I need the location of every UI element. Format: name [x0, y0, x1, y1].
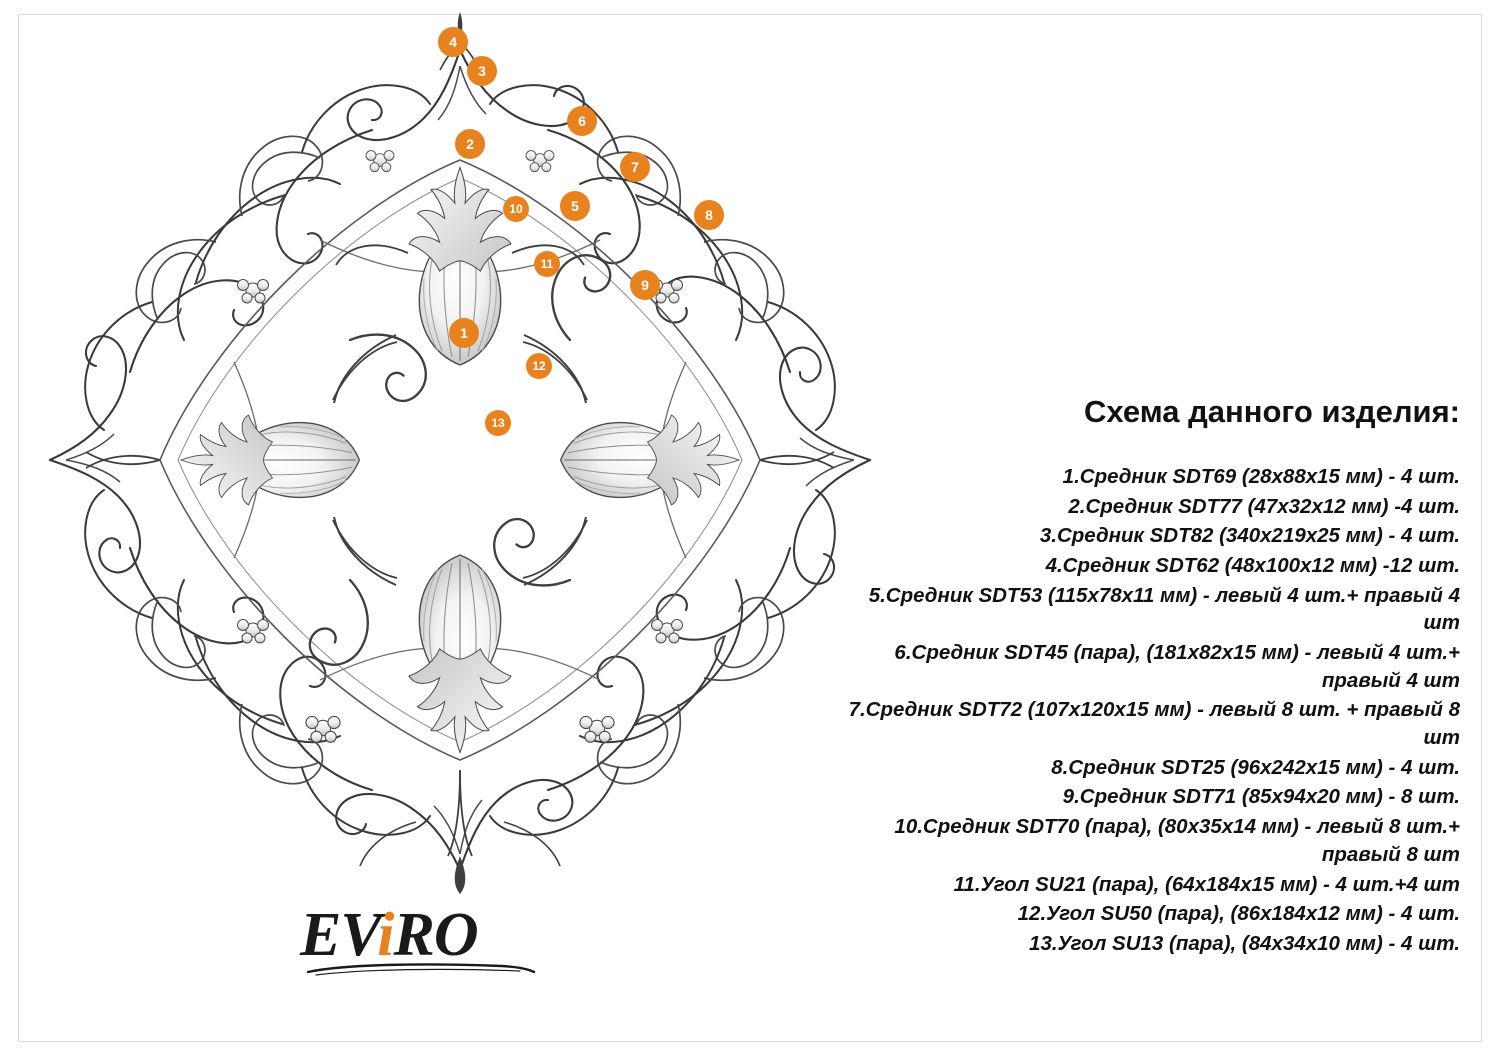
marker-2[interactable]: 2	[455, 129, 485, 159]
logo-swash-icon	[306, 962, 536, 976]
marker-11[interactable]: 11	[534, 251, 560, 277]
list-item: 9.Средник SDT71 (85х94х20 мм) - 8 шт.	[1062, 785, 1460, 809]
list-item: 13.Угол SU13 (пара), (84х34х10 мм) - 4 шт.	[1029, 931, 1460, 955]
parts-list-panel	[830, 395, 1460, 960]
list-item: 5.Средник SDT53 (115х78х11 мм) - левый 4 шт.+ правый 4 шт	[868, 583, 1460, 635]
list-item: 10.Средник SDT70 (пара), (80х35х14 мм) - левый 8 шт.+ правый 8 шт	[894, 815, 1460, 866]
marker-4[interactable]: 4	[438, 27, 468, 57]
marker-6[interactable]: 6	[567, 106, 597, 136]
marker-7[interactable]: 7	[620, 152, 650, 182]
brand-logo-ev: EV	[300, 901, 378, 969]
marker-5[interactable]: 5	[560, 191, 590, 221]
parts-list	[830, 463, 1460, 957]
brand-logo	[300, 900, 560, 980]
list-item: 6.Средник SDT45 (пара), (181х82х15 мм) - левый 4 шт.+ правый 4 шт	[894, 641, 1460, 692]
marker-9[interactable]: 9	[630, 270, 660, 300]
page-title: Схема данного изделия:	[1084, 394, 1460, 429]
list-item: 4.Средник SDT62 (48х100х12 мм) -12 шт.	[1045, 554, 1460, 578]
brand-logo-text	[300, 900, 560, 971]
list-item: 11.Угол SU21 (пара), (64х184х15 мм) - 4 шт.+4 шт	[953, 872, 1460, 896]
list-item: 8.Средник SDT25 (96х242х15 мм) - 4 шт.	[1051, 755, 1460, 779]
marker-13[interactable]: 13	[485, 410, 511, 436]
list-item: 1.Средник SDT69 (28х88х15 мм) - 4 шт.	[1062, 465, 1460, 489]
marker-8[interactable]: 8	[694, 200, 724, 230]
brand-logo-i: i	[377, 901, 394, 969]
marker-10[interactable]: 10	[503, 196, 529, 222]
marker-1[interactable]: 1	[449, 318, 479, 348]
list-item: 2.Средник SDT77 (47х32х12 мм) -4 шт.	[1068, 494, 1460, 518]
marker-12[interactable]: 12	[526, 353, 552, 379]
marker-3[interactable]: 3	[467, 56, 497, 86]
brand-logo-ro: RO	[393, 901, 478, 969]
list-item: 12.Угол SU50 (пара), (86х184х12 мм) - 4 шт.	[1017, 902, 1460, 926]
list-item: 3.Средник SDT82 (340х219х25 мм) - 4 шт.	[1039, 524, 1460, 548]
list-item: 7.Средник SDT72 (107х120х15 мм) - левый 8 шт. + правый 8 шт	[848, 698, 1460, 750]
